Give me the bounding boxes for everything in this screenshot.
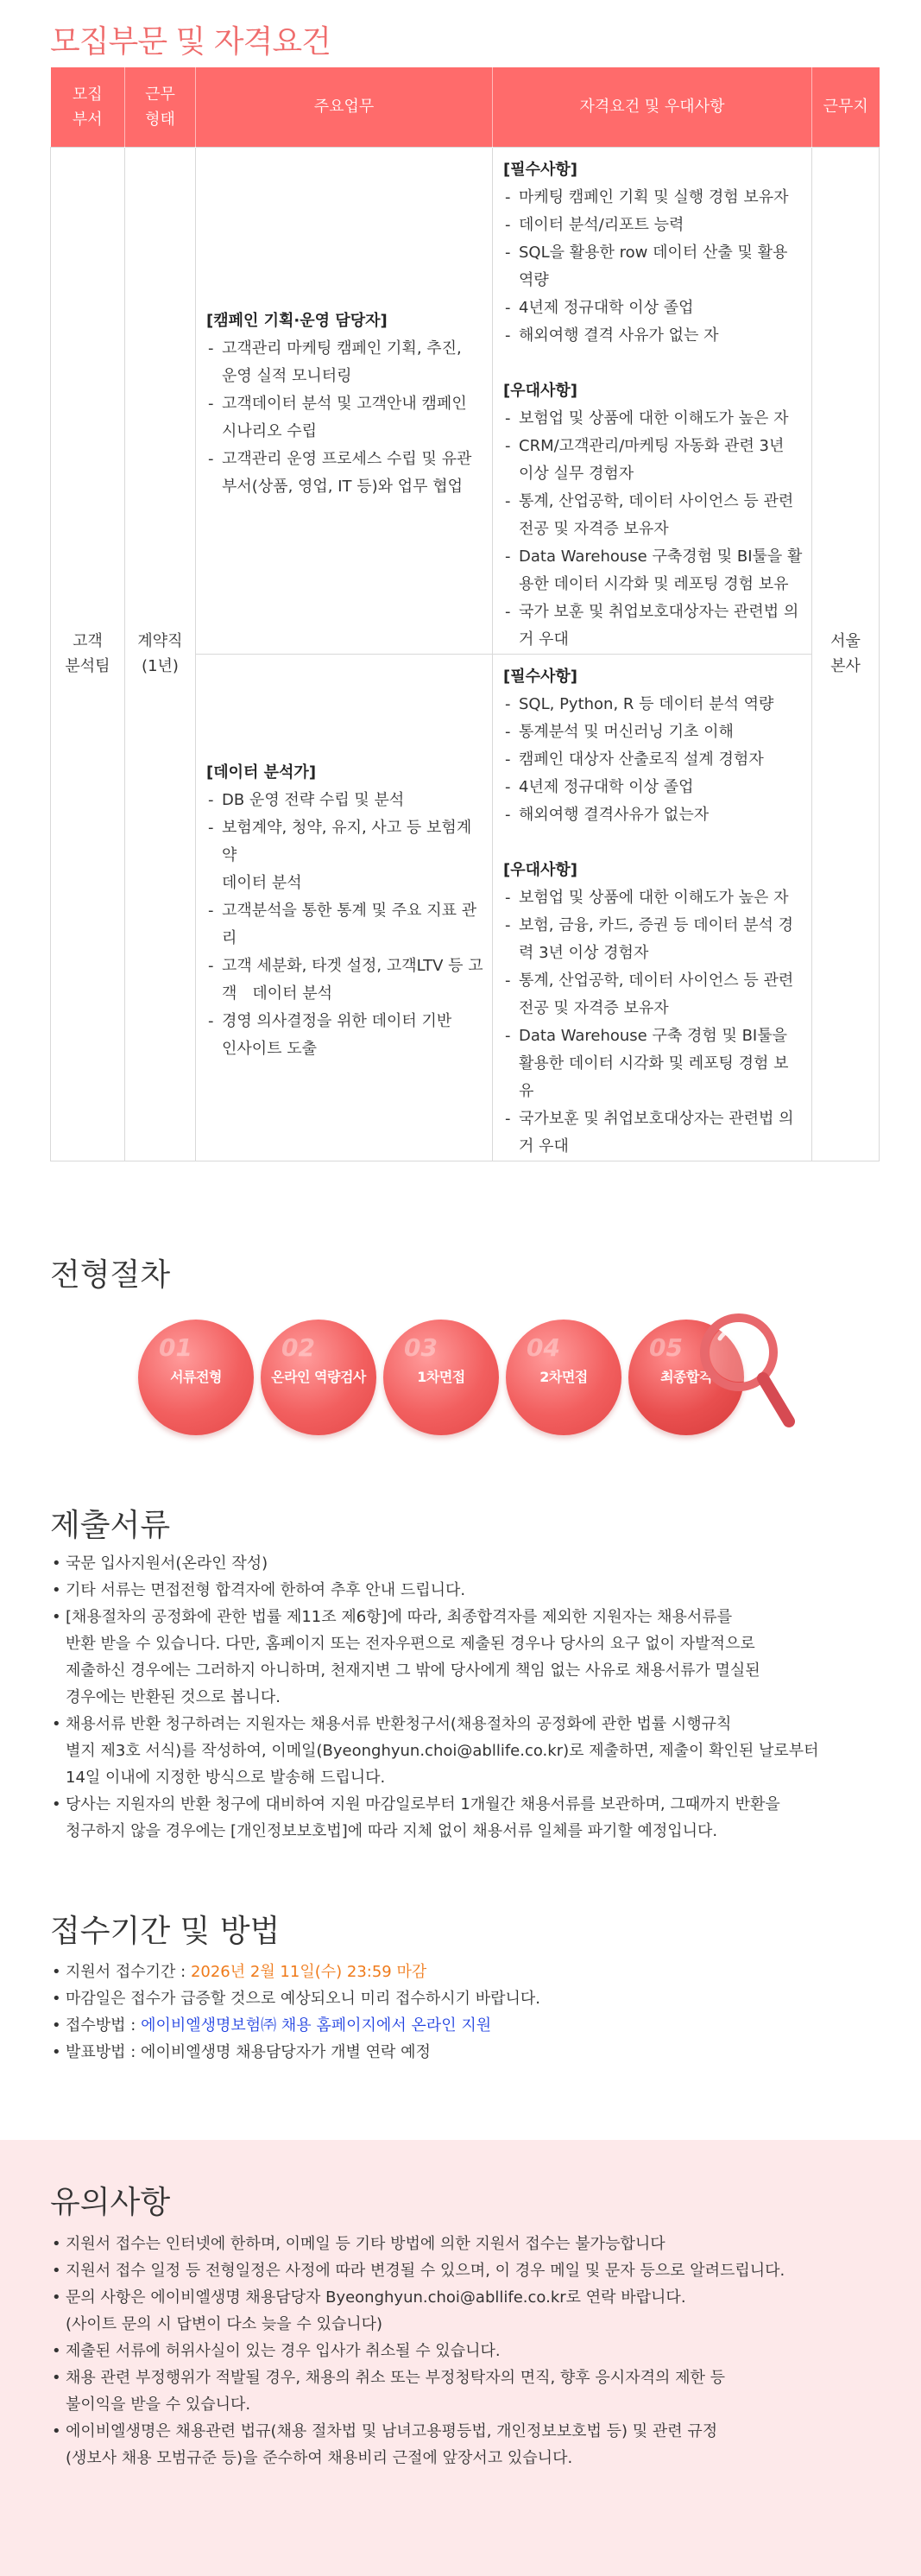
list-item: - SQL, Python, R 등 데이터 분석 역량 — [503, 691, 803, 718]
duty-list — [206, 335, 483, 501]
list-item: • 제출된 서류에 허위사실이 있는 경우 입사가 취소될 수 있습니다. — [50, 2338, 879, 2364]
list-item: - 캠페인 대상자 산출로직 설계 경험자 — [503, 746, 803, 774]
list-item: • 채용서류 반환 청구하려는 지원자는 채용서류 반환청구서(채용절차의 공정화에 관한 법률 시행규칙 별지 제3호 서식)를 작성하여, 이메일(Byeonghyun.choi@abllife.co.kr)로 제출하면, 제출이 확인된 날로부터 14일 이내에 지정한 방식으로 발송해 드립니다. — [50, 1711, 879, 1791]
list-item: • 지원서 접수는 인터넷에 한하며, 이메일 등 기타 방법에 의한 지원서 접수는 불가능합니다 — [50, 2231, 879, 2257]
process-step-2 — [261, 1320, 376, 1435]
step-label: 2차면접 — [539, 1369, 588, 1385]
step-number: 01 — [159, 1333, 192, 1362]
step-number: 05 — [649, 1333, 683, 1362]
list-item: - 데이터 분석/리포트 능력 — [503, 212, 803, 239]
list-item: • 에이비엘생명은 채용관련 법규(채용 절차법 및 남녀고용평등법, 개인정보보호법 등) 및 관련 규정 (생보사 채용 모범규준 등)을 준수하여 채용비리 근절에 앞장서고 있습니다. — [50, 2418, 879, 2472]
duties-cell — [196, 147, 493, 654]
list-item: - 고객분석을 통한 통계 및 주요 지표 관 리 — [206, 897, 483, 953]
list-item: - 고객관리 마케팅 캠페인 기획, 추진, 운영 실적 모니터링 — [206, 335, 483, 390]
quals-cell — [493, 654, 812, 1161]
list-item: • 지원서 접수기간 : 2026년 2월 11일(수) 23:59 마감 — [50, 1959, 879, 1985]
application-list — [50, 1959, 879, 2066]
list-item: - 4년제 정규대학 이상 졸업 — [503, 774, 803, 801]
documents-section-title: 제출서류 — [50, 1508, 171, 1543]
list-item: - Data Warehouse 구축 경험 및 BI툴을 활용한 데이터 시각화 및 레포팅 경험 보유 — [503, 1022, 803, 1105]
documents-list — [50, 1550, 879, 1845]
type-cell: 계약직 (1년) — [125, 147, 196, 1161]
duty-list — [206, 787, 483, 1063]
duty-title: [캠페인 기획·운영 담당자] — [206, 311, 388, 330]
step-label: 최종합격 — [660, 1369, 712, 1385]
list-item: - 고객데이터 분석 및 고객안내 캠페인 시나리오 수립 — [206, 390, 483, 446]
list-item: - 고객 세분화, 타겟 설정, 고객LTV 등 고 객 데이터 분석 — [206, 953, 483, 1008]
list-item: - 마케팅 캠페인 기획 및 실행 경험 보유자 — [503, 184, 803, 212]
required-title: [필수사항] — [503, 160, 578, 179]
list-item: • 문의 사항은 에이비엘생명 채용담당자 Byeonghyun.choi@abllife.co.kr로 연락 바랍니다. (사이트 문의 시 답변이 다소 늦을 수 있습니다) — [50, 2284, 879, 2338]
step-number: 02 — [281, 1333, 315, 1362]
list-item: - 보험업 및 상품에 대한 이해도가 높은 자 — [503, 405, 803, 433]
list-item: - 해외여행 결격사유가 없는자 — [503, 801, 803, 829]
list-item: - 보험업 및 상품에 대한 이해도가 높은 자 — [503, 884, 803, 912]
required-title: [필수사항] — [503, 667, 578, 686]
list-item: • 접수방법 : 에이비엘생명보험㈜ 채용 홈페이지에서 온라인 지원 — [50, 2012, 879, 2039]
process-step-3 — [383, 1320, 499, 1435]
preferred-title: [우대사항] — [503, 860, 578, 879]
process-step-4 — [506, 1320, 621, 1435]
list-item: • 지원서 접수 일정 등 전형일정은 사정에 따라 변경될 수 있으며, 이 경우 메일 및 문자 등으로 알려드립니다. — [50, 2257, 879, 2284]
dept-cell: 고객 분석팀 — [51, 147, 125, 1161]
step-label: 1차면접 — [417, 1369, 465, 1385]
list-item: • 국문 입사지원서(온라인 작성) — [50, 1550, 879, 1577]
quals-cell — [493, 147, 812, 654]
list-item: - 국가보훈 및 취업보호대상자는 관련법 의거 우대 — [503, 1105, 803, 1161]
recruit-table — [50, 67, 880, 1161]
process-section-title: 전형절차 — [50, 1257, 171, 1293]
list-item: • 채용 관련 부정행위가 적발될 경우, 채용의 취소 또는 부정청탁자의 면직, 향후 응시자격의 제한 등 불이익을 받을 수 있습니다. — [50, 2364, 879, 2418]
step-label: 온라인 역량검사 — [271, 1369, 366, 1385]
header-location: 근무지 — [812, 67, 880, 147]
list-item: - DB 운영 전략 수립 및 분석 — [206, 787, 483, 814]
header-duties: 주요업무 — [196, 67, 493, 147]
process-step-1 — [138, 1320, 254, 1435]
table-header-row — [51, 67, 880, 147]
list-item: - 4년제 정규대학 이상 졸업 — [503, 294, 803, 322]
required-list — [503, 691, 803, 829]
list-item: • 발표방법 : 에이비엘생명 채용담당자가 개별 연락 예정 — [50, 2039, 879, 2066]
duties-cell — [196, 654, 493, 1161]
notice-section-title: 유의사항 — [50, 2185, 171, 2220]
application-section-title: 접수기간 및 방법 — [50, 1914, 281, 1949]
list-item: • 당사는 지원자의 반환 청구에 대비하여 지원 마감일로부터 1개월간 채용서류를 보관하며, 그때까지 반환을 청구하지 않을 경우에는 [개인정보보호법]에 따라 지체 없이 채용서류 일체를 파기할 예정입니다. — [50, 1791, 879, 1845]
list-item: - 보험, 금융, 카드, 증권 등 데이터 분석 경력 3년 이상 경험자 — [503, 912, 803, 967]
step-number: 04 — [527, 1333, 560, 1362]
list-item: - 고객관리 운영 프로세스 수립 및 유관 부서(상품, 영업, IT 등)와 업무 협업 — [206, 446, 483, 501]
location-cell: 서울 본사 — [812, 147, 880, 1161]
notice-list — [50, 2231, 879, 2472]
list-item: - SQL을 활용한 row 데이터 산출 및 활용 역량 — [503, 239, 803, 294]
step-number: 03 — [404, 1333, 438, 1362]
duty-title: [데이터 분석가] — [206, 763, 317, 782]
step-label: 서류전형 — [170, 1369, 222, 1385]
list-item: - 경영 의사결정을 위한 데이터 기반 인사이트 도출 — [206, 1008, 483, 1063]
recruit-section-title: 모집부문 및 자격요건 — [50, 24, 331, 60]
list-item: - CRM/고객관리/마케팅 자동화 관련 3년 이상 실무 경험자 — [503, 433, 803, 488]
preferred-list — [503, 405, 803, 654]
list-item: - 통계, 산업공학, 데이터 사이언스 등 관련 전공 및 자격증 보유자 — [503, 488, 803, 543]
list-item: - 국가 보훈 및 취업보호대상자는 관련법 의거 우대 — [503, 598, 803, 654]
list-item: - 보험계약, 청약, 유지, 사고 등 보험계약 데이터 분석 — [206, 814, 483, 897]
list-item: - 통계, 산업공학, 데이터 사이언스 등 관련 전공 및 자격증 보유자 — [503, 967, 803, 1022]
header-type: 근무 형태 — [125, 67, 196, 147]
magnifier-icon — [696, 1309, 799, 1439]
preferred-title: [우대사항] — [503, 381, 578, 400]
list-item: • [채용절차의 공정화에 관한 법률 제11조 제6항]에 따라, 최종합격자를 제외한 지원자는 채용서류를 반환 받을 수 있습니다. 다만, 홈페이지 또는 전자우편으로 제출된 경우나 당사의 요구 없이 자발적으로 제출하신 경우에는 그러하지 아니하며, 천재지변 그 밖에 당사에게 책임 없는 사유로 채용서류가 멸실된 경우에는 반환된 것으로 봅니다. — [50, 1604, 879, 1711]
list-item: - Data Warehouse 구축경험 및 BI툴을 활용한 데이터 시각화 및 레포팅 경험 보유 — [503, 543, 803, 598]
list-item: • 기타 서류는 면접전형 합격자에 한하여 추후 안내 드립니다. — [50, 1577, 879, 1604]
list-item: - 해외여행 결격 사유가 없는 자 — [503, 322, 803, 350]
list-item: • 마감일은 접수가 급증할 것으로 예상되오니 미리 접수하시기 바랍니다. — [50, 1985, 879, 2012]
process-steps — [138, 1320, 794, 1466]
apply-link[interactable]: 에이비엘생명보험㈜ 채용 홈페이지에서 온라인 지원 — [141, 2016, 492, 2035]
list-item: - 통계분석 및 머신러닝 기초 이해 — [503, 718, 803, 746]
table-row — [51, 147, 880, 654]
header-quals: 자격요건 및 우대사항 — [493, 67, 812, 147]
preferred-list — [503, 884, 803, 1161]
deadline-value: 2026년 2월 11일(수) 23:59 마감 — [190, 1963, 427, 1981]
required-list — [503, 184, 803, 350]
header-dept: 모집 부서 — [51, 67, 125, 147]
